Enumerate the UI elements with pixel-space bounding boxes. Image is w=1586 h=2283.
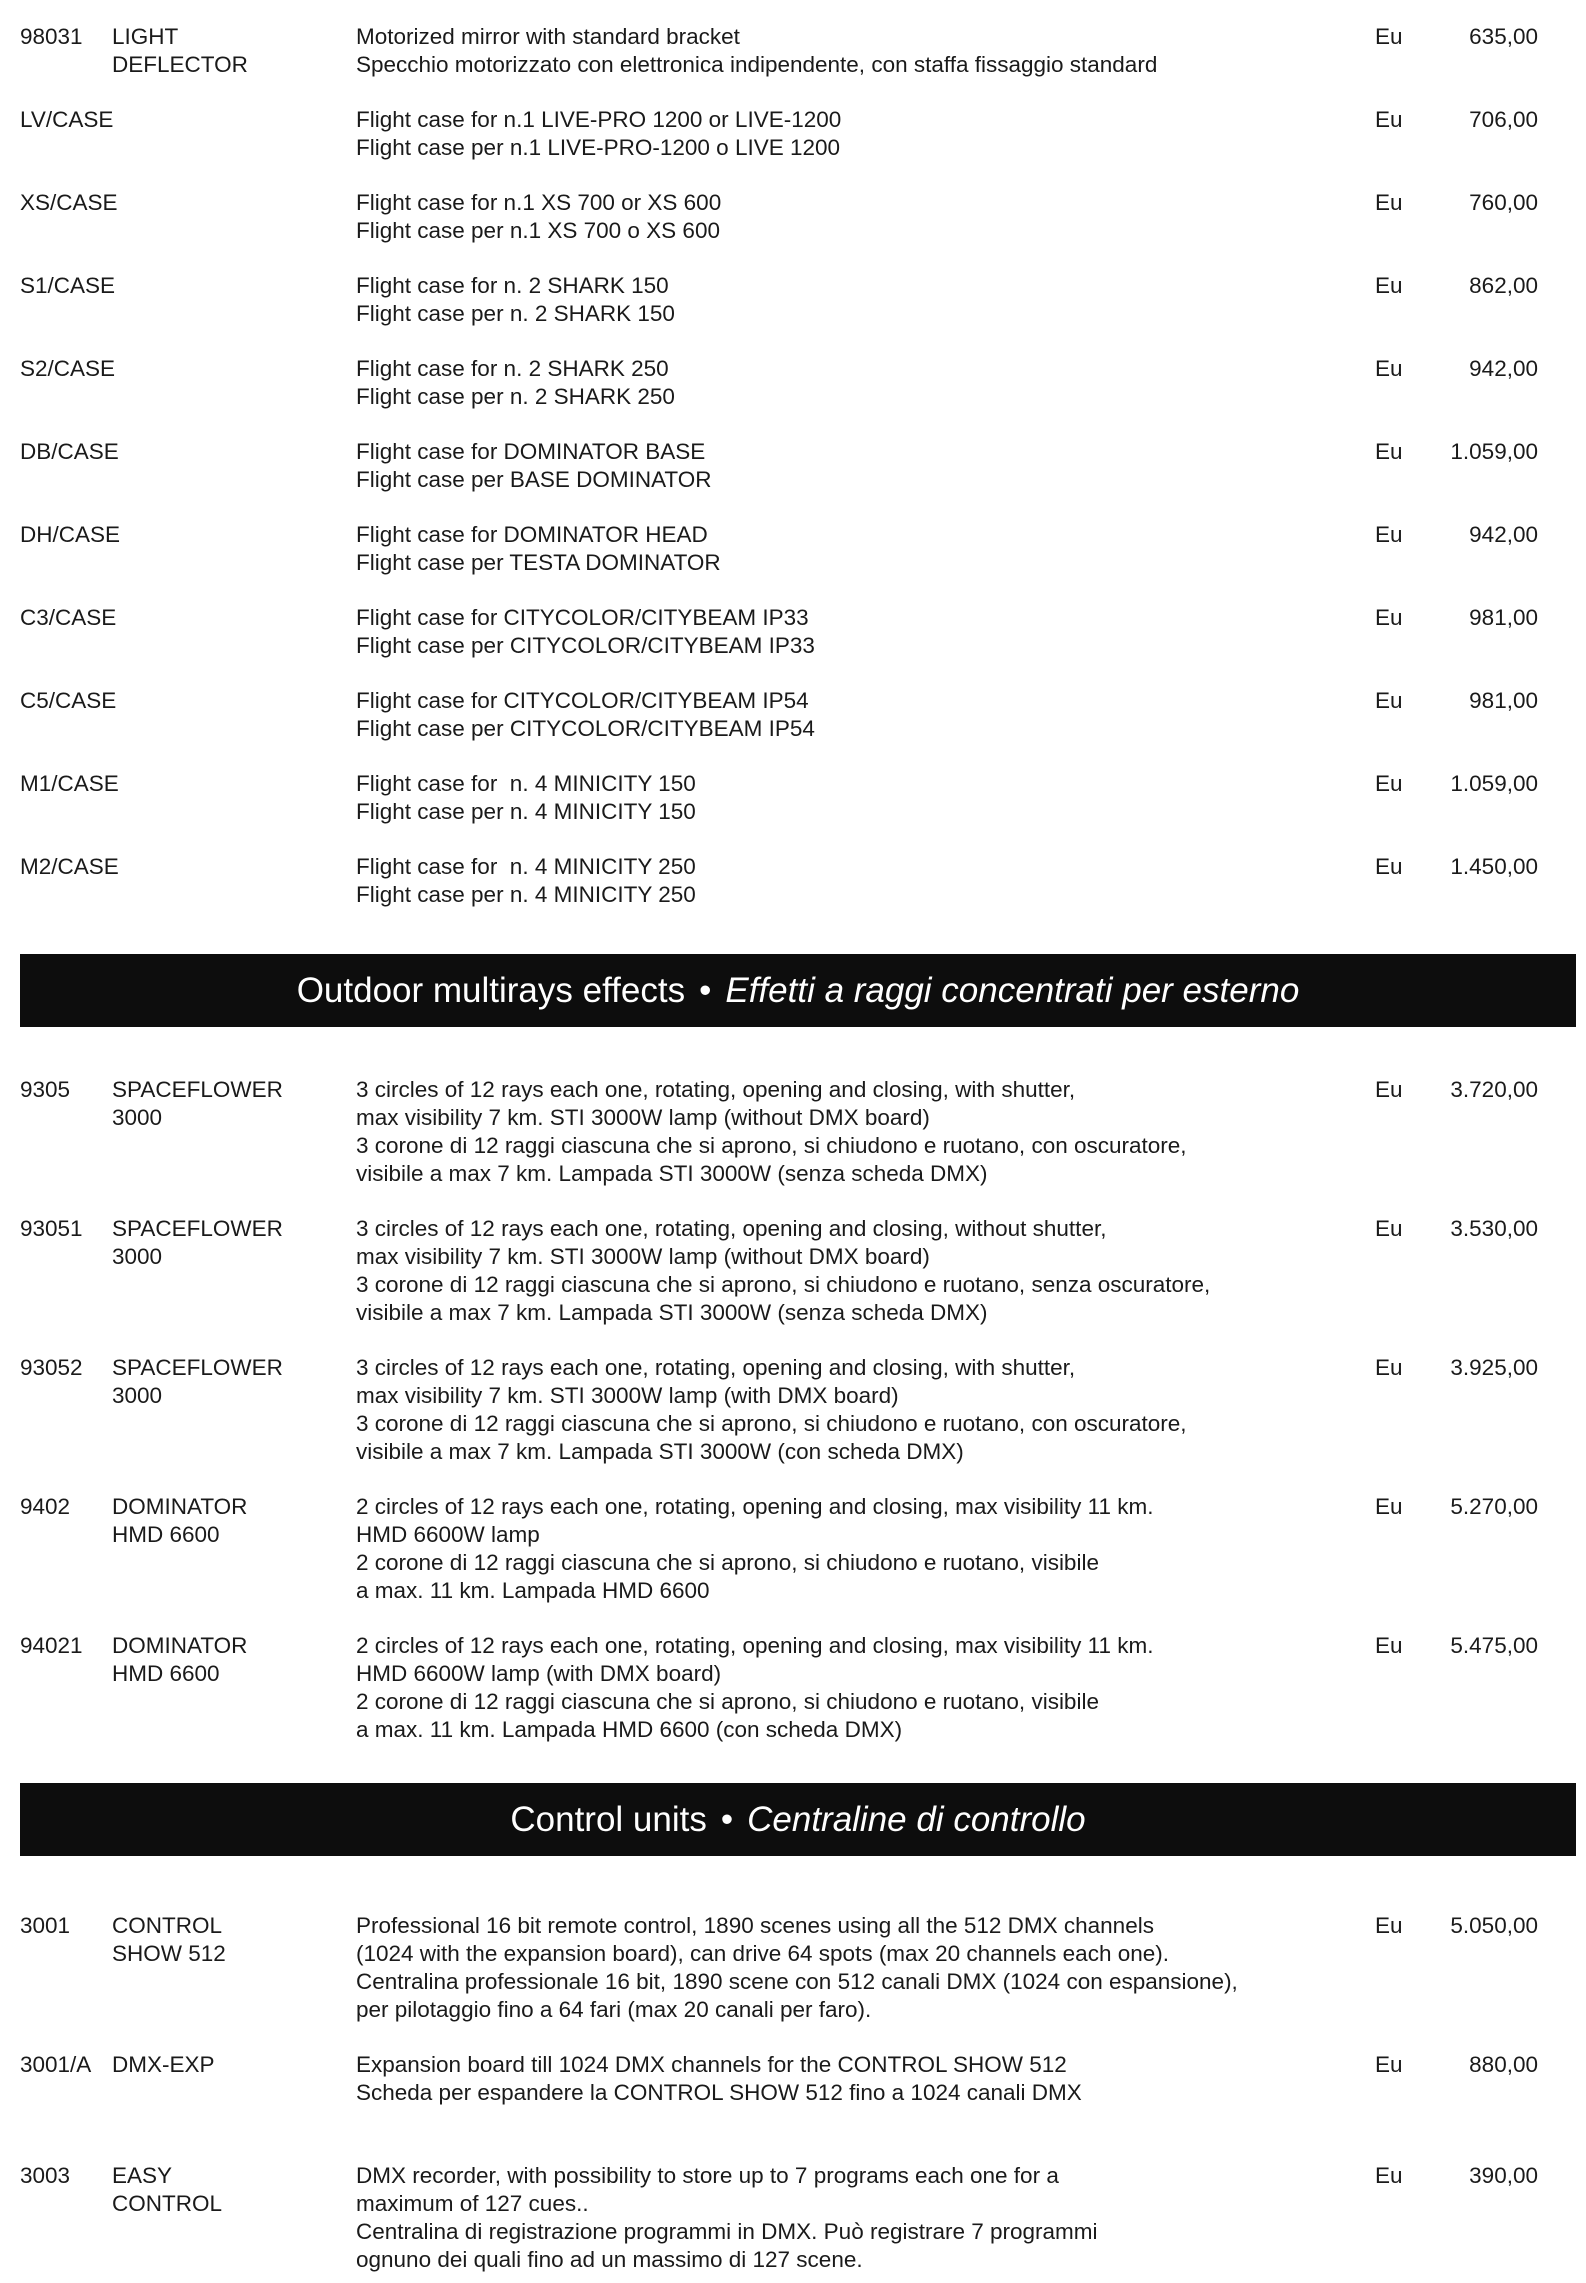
item-name-line: SPACEFLOWER bbox=[112, 1077, 283, 1102]
item-price: 635,00 bbox=[1469, 24, 1538, 49]
item-code: C5/CASE bbox=[20, 688, 117, 713]
item-name bbox=[112, 2162, 222, 2218]
item-description-line: Flight case for n.1 XS 700 or XS 600 bbox=[356, 190, 722, 215]
item-name-line: SPACEFLOWER bbox=[112, 1216, 283, 1241]
item-name-line: CONTROL bbox=[112, 2191, 223, 2216]
item-price: 390,00 bbox=[1469, 2163, 1538, 2188]
item-description-line: visibile a max 7 km. Lampada STI 3000W (con scheda DMX) bbox=[356, 1439, 964, 1464]
item-description bbox=[356, 853, 696, 909]
item-description-line: Flight case for n. 4 MINICITY 150 bbox=[356, 771, 696, 796]
item-code: 3001 bbox=[20, 1913, 71, 1938]
item-code: 3003 bbox=[20, 2163, 71, 2188]
item-description bbox=[356, 687, 815, 743]
item-code: 93051 bbox=[20, 1216, 83, 1241]
item-price: 3.720,00 bbox=[1450, 1077, 1538, 1102]
item-price: 3.925,00 bbox=[1450, 1355, 1538, 1380]
item-name-line: DOMINATOR bbox=[112, 1633, 248, 1658]
item-description-line: 3 circles of 12 rays each one, rotating, opening and closing, without shutter, bbox=[356, 1216, 1107, 1241]
item-description-line: Flight case per n.1 LIVE-PRO-1200 o LIVE 1200 bbox=[356, 135, 841, 160]
item-price: 5.475,00 bbox=[1450, 1633, 1538, 1658]
item-name bbox=[112, 1215, 283, 1271]
item-description-line: max visibility 7 km. STI 3000W lamp (without DMX board) bbox=[356, 1244, 930, 1269]
item-description-line: Flight case for DOMINATOR HEAD bbox=[356, 522, 708, 547]
item-description-line: Flight case per BASE DOMINATOR bbox=[356, 467, 712, 492]
item-description-line: Flight case for n.1 LIVE-PRO 1200 or LIVE-1200 bbox=[356, 107, 842, 132]
item-description-line: Flight case per n. 2 SHARK 150 bbox=[356, 301, 675, 326]
item-description-line: Centralina di registrazione programmi in DMX. Può registrare 7 programmi bbox=[356, 2219, 1098, 2244]
item-code: C3/CASE bbox=[20, 605, 117, 630]
item-name-line: SHOW 512 bbox=[112, 1941, 226, 1966]
item-currency: Eu bbox=[1375, 771, 1403, 796]
item-price: 942,00 bbox=[1469, 356, 1538, 381]
item-description bbox=[356, 2051, 1082, 2107]
item-currency: Eu bbox=[1375, 190, 1403, 215]
item-description-line: max visibility 7 km. STI 3000W lamp (with DMX board) bbox=[356, 1383, 899, 1408]
item-name-line: DEFLECTOR bbox=[112, 52, 248, 77]
item-description-line: Flight case per n.1 XS 700 o XS 600 bbox=[356, 218, 720, 243]
item-currency: Eu bbox=[1375, 356, 1403, 381]
item-name bbox=[112, 1912, 226, 1968]
item-name-line: DOMINATOR bbox=[112, 1494, 248, 1519]
item-description-line: Flight case for n. 2 SHARK 250 bbox=[356, 356, 669, 381]
item-code: 3001/A bbox=[20, 2052, 92, 2077]
item-name bbox=[112, 1076, 283, 1132]
item-code: DB/CASE bbox=[20, 439, 119, 464]
item-price: 1.059,00 bbox=[1450, 439, 1538, 464]
item-description-line: HMD 6600W lamp bbox=[356, 1522, 540, 1547]
item-description-line: Flight case per n. 4 MINICITY 150 bbox=[356, 799, 696, 824]
item-currency: Eu bbox=[1375, 273, 1403, 298]
item-description-line: Motorized mirror with standard bracket bbox=[356, 24, 740, 49]
item-code: LV/CASE bbox=[20, 107, 114, 132]
item-description bbox=[356, 1076, 1187, 1188]
item-currency: Eu bbox=[1375, 1216, 1403, 1241]
item-price: 942,00 bbox=[1469, 522, 1538, 547]
item-description bbox=[356, 604, 815, 660]
item-currency: Eu bbox=[1375, 1077, 1403, 1102]
item-code: 94021 bbox=[20, 1633, 83, 1658]
item-currency: Eu bbox=[1375, 854, 1403, 879]
item-price: 981,00 bbox=[1469, 688, 1538, 713]
item-description-line: ognuno dei quali fino ad un massimo di 127 scene. bbox=[356, 2247, 863, 2272]
item-description-line: Flight case per CITYCOLOR/CITYBEAM IP54 bbox=[356, 716, 815, 741]
item-currency: Eu bbox=[1375, 605, 1403, 630]
item-name bbox=[112, 2051, 215, 2079]
item-code: S2/CASE bbox=[20, 356, 116, 381]
item-description bbox=[356, 770, 696, 826]
item-currency: Eu bbox=[1375, 107, 1403, 132]
item-description-line: Flight case per n. 2 SHARK 250 bbox=[356, 384, 675, 409]
item-description-line: a max. 11 km. Lampada HMD 6600 (con scheda DMX) bbox=[356, 1717, 903, 1742]
item-currency: Eu bbox=[1375, 1355, 1403, 1380]
item-price: 1.450,00 bbox=[1450, 854, 1538, 879]
item-description-line: Flight case per n. 4 MINICITY 250 bbox=[356, 882, 696, 907]
item-price: 706,00 bbox=[1469, 107, 1538, 132]
item-name-line: HMD 6600 bbox=[112, 1661, 220, 1686]
item-price: 981,00 bbox=[1469, 605, 1538, 630]
item-description bbox=[356, 355, 675, 411]
item-description-line: maximum of 127 cues.. bbox=[356, 2191, 589, 2216]
item-description-line: 3 circles of 12 rays each one, rotating, opening and closing, with shutter, bbox=[356, 1355, 1076, 1380]
item-code: 93052 bbox=[20, 1355, 83, 1380]
item-description bbox=[356, 106, 841, 162]
section-title-separator: • bbox=[699, 970, 712, 1010]
item-name bbox=[112, 1632, 247, 1688]
item-price: 5.050,00 bbox=[1450, 1913, 1538, 1938]
item-description-line: Flight case for n. 4 MINICITY 250 bbox=[356, 854, 696, 879]
item-currency: Eu bbox=[1375, 2163, 1403, 2188]
item-description-line: visibile a max 7 km. Lampada STI 3000W (senza scheda DMX) bbox=[356, 1300, 988, 1325]
item-description-line: Flight case for n. 2 SHARK 150 bbox=[356, 273, 669, 298]
item-description-line: DMX recorder, with possibility to store up to 7 programs each one for a bbox=[356, 2163, 1059, 2188]
item-code: M2/CASE bbox=[20, 854, 119, 879]
item-code: XS/CASE bbox=[20, 190, 118, 215]
item-description-line: Centralina professionale 16 bit, 1890 scene con 512 canali DMX (1024 con espansione), bbox=[356, 1969, 1238, 1994]
item-description-line: Specchio motorizzato con elettronica indipendente, con staffa fissaggio standard bbox=[356, 52, 1158, 77]
item-price: 880,00 bbox=[1469, 2052, 1538, 2077]
item-name bbox=[112, 1493, 247, 1549]
item-description bbox=[356, 23, 1157, 79]
item-code: DH/CASE bbox=[20, 522, 121, 547]
item-description-line: visibile a max 7 km. Lampada STI 3000W (senza scheda DMX) bbox=[356, 1161, 988, 1186]
item-name-line: 3000 bbox=[112, 1105, 163, 1130]
item-name-line: DMX-EXP bbox=[112, 2052, 215, 2077]
section-title-separator: • bbox=[720, 1799, 734, 1839]
item-price: 862,00 bbox=[1469, 273, 1538, 298]
section-banner-control bbox=[20, 1783, 1576, 1856]
item-currency: Eu bbox=[1375, 1494, 1403, 1519]
item-description-line: 2 circles of 12 rays each one, rotating, opening and closing, max visibility 11 km. bbox=[356, 1494, 1154, 1519]
item-description-line: HMD 6600W lamp (with DMX board) bbox=[356, 1661, 722, 1686]
item-name bbox=[112, 23, 248, 79]
item-description bbox=[356, 1632, 1154, 1744]
item-description-line: 3 corone di 12 raggi ciascuna che si aprono, si chiudono e ruotano, con oscuratore, bbox=[356, 1133, 1187, 1158]
item-name-line: HMD 6600 bbox=[112, 1522, 220, 1547]
item-description bbox=[356, 521, 721, 577]
item-description-line: 2 corone di 12 raggi ciascuna che si aprono, si chiudono e ruotano, visibile bbox=[356, 1550, 1099, 1575]
item-name-line: LIGHT bbox=[112, 24, 179, 49]
item-code: S1/CASE bbox=[20, 273, 116, 298]
item-code: 9402 bbox=[20, 1494, 71, 1519]
item-description-line: 3 circles of 12 rays each one, rotating, opening and closing, with shutter, bbox=[356, 1077, 1076, 1102]
item-currency: Eu bbox=[1375, 24, 1403, 49]
item-description-line: Expansion board till 1024 DMX channels for the CONTROL SHOW 512 bbox=[356, 2052, 1067, 2077]
item-price: 3.530,00 bbox=[1450, 1216, 1538, 1241]
item-name-line: 3000 bbox=[112, 1383, 163, 1408]
item-currency: Eu bbox=[1375, 522, 1403, 547]
item-description-line: Scheda per espandere la CONTROL SHOW 512 fino a 1024 canali DMX bbox=[356, 2080, 1082, 2105]
item-description bbox=[356, 272, 675, 328]
item-code: 9305 bbox=[20, 1077, 71, 1102]
item-currency: Eu bbox=[1375, 1633, 1403, 1658]
item-price: 760,00 bbox=[1469, 190, 1538, 215]
item-code: M1/CASE bbox=[20, 771, 119, 796]
item-description-line: per pilotaggio fino a 64 fari (max 20 canali per faro). bbox=[356, 1997, 872, 2022]
item-name-line: SPACEFLOWER bbox=[112, 1355, 283, 1380]
item-price: 5.270,00 bbox=[1450, 1494, 1538, 1519]
item-currency: Eu bbox=[1375, 2052, 1403, 2077]
item-description-line: Professional 16 bit remote control, 1890 scenes using all the 512 DMX channels bbox=[356, 1913, 1154, 1938]
item-name bbox=[112, 1354, 283, 1410]
section-title-en: Control units bbox=[510, 1799, 707, 1839]
item-currency: Eu bbox=[1375, 439, 1403, 464]
item-code: 98031 bbox=[20, 24, 83, 49]
item-description-line: 3 corone di 12 raggi ciascuna che si aprono, si chiudono e ruotano, con oscuratore, bbox=[356, 1411, 1187, 1436]
item-description bbox=[356, 1215, 1210, 1327]
item-description-line: a max. 11 km. Lampada HMD 6600 bbox=[356, 1578, 710, 1603]
item-description-line: 2 circles of 12 rays each one, rotating, opening and closing, max visibility 11 km. bbox=[356, 1633, 1154, 1658]
item-description bbox=[356, 1912, 1238, 2024]
item-description bbox=[356, 438, 712, 494]
item-description bbox=[356, 2162, 1098, 2274]
item-description-line: Flight case for CITYCOLOR/CITYBEAM IP54 bbox=[356, 688, 809, 713]
item-description-line: 2 corone di 12 raggi ciascuna che si aprono, si chiudono e ruotano, visibile bbox=[356, 1689, 1099, 1714]
item-name-line: CONTROL bbox=[112, 1913, 223, 1938]
item-description-line: Flight case for CITYCOLOR/CITYBEAM IP33 bbox=[356, 605, 809, 630]
item-price: 1.059,00 bbox=[1450, 771, 1538, 796]
item-description-line: Flight case for DOMINATOR BASE bbox=[356, 439, 706, 464]
section-banner-outdoor bbox=[20, 954, 1576, 1027]
item-description-line: Flight case per TESTA DOMINATOR bbox=[356, 550, 721, 575]
item-name-line: 3000 bbox=[112, 1244, 163, 1269]
section-title-en: Outdoor multirays effects bbox=[296, 970, 686, 1010]
section-title-it: Centraline di controllo bbox=[747, 1799, 1086, 1839]
item-description-line: 3 corone di 12 raggi ciascuna che si aprono, si chiudono e ruotano, senza oscuratore, bbox=[356, 1272, 1211, 1297]
item-description bbox=[356, 1493, 1154, 1605]
item-description-line: Flight case per CITYCOLOR/CITYBEAM IP33 bbox=[356, 633, 815, 658]
item-currency: Eu bbox=[1375, 688, 1403, 713]
item-currency: Eu bbox=[1375, 1913, 1403, 1938]
item-description bbox=[356, 1354, 1187, 1466]
item-description bbox=[356, 189, 721, 245]
item-name-line: EASY bbox=[112, 2163, 173, 2188]
item-description-line: (1024 with the expansion board), can drive 64 spots (max 20 channels each one). bbox=[356, 1941, 1169, 1966]
section-title-it: Effetti a raggi concentrati per esterno bbox=[725, 970, 1300, 1010]
item-description-line: max visibility 7 km. STI 3000W lamp (without DMX board) bbox=[356, 1105, 930, 1130]
